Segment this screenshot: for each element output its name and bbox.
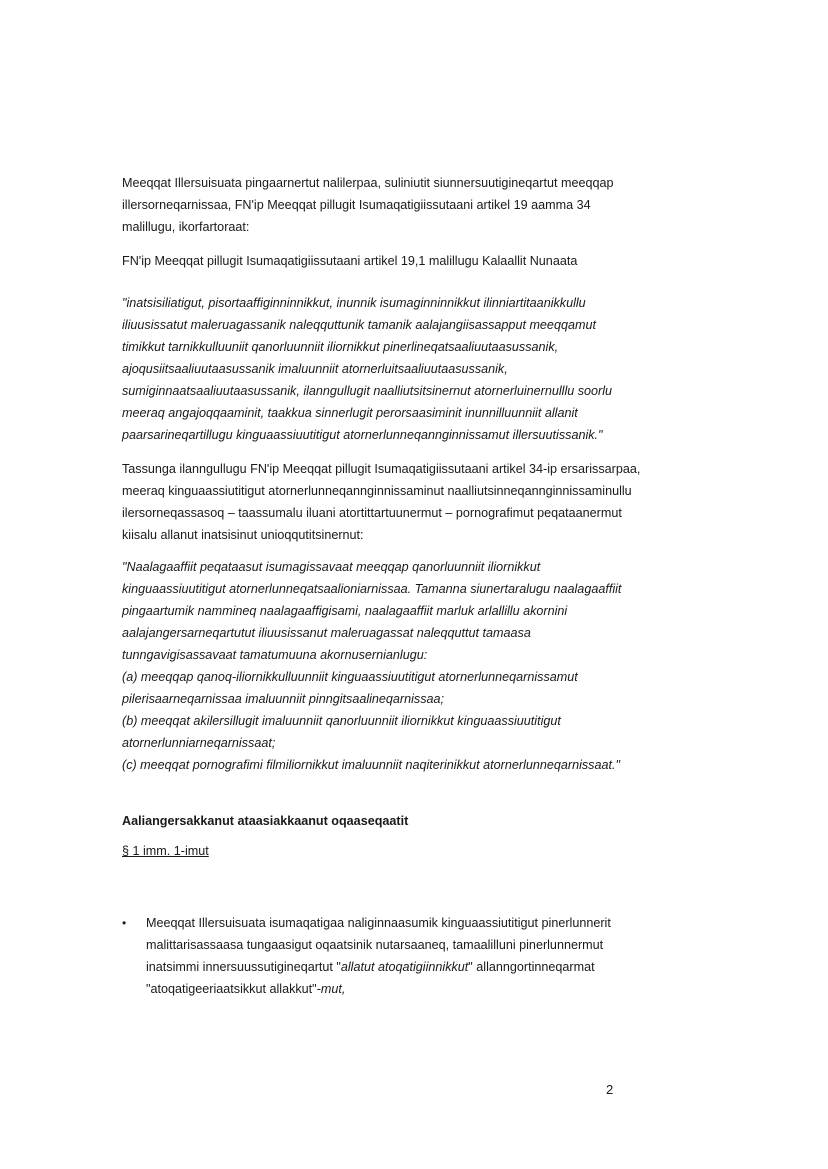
intro-paragraph: Meeqqat Illersuisuata pingaarnertut nalilerpaa, suliniutit siunnersuutigineqartut meeqqap illersorneqarnissaa, FN'ip Meeqqat pillugit Isumaqatigiissutaani artikel 19 aamma 34 malillugu, ikorfartoraat: bbox=[122, 176, 614, 234]
comment-bullet-list bbox=[122, 912, 642, 1000]
bullet-text-plain: Meeqqat Illersuisuata isumaqatigaa naliginnaasumik kinguaassiutitigut pinerlunnerit malittarisassaasa tungaasigut oqaatsinik nutarsaaneq, tamaalilluni pinerlunnermut inatsimmi innersuussutigineqartut " bbox=[146, 916, 611, 974]
list-item bbox=[122, 912, 642, 1000]
bullet-text-plain-2: " allanngortinneqarmat "atoqatigeeriaatsikkut allakkut" bbox=[146, 960, 595, 996]
bullet-text-italic-2: -mut, bbox=[316, 982, 346, 996]
article-reference-paragraph: FN'ip Meeqqat pillugit Isumaqatigiissutaani artikel 19,1 malillugu Kalaallit Nunaata bbox=[122, 254, 578, 268]
bullet-icon: • bbox=[122, 916, 127, 930]
section-heading: Aaliangersakkanut ataasiakkaanut oqaaseqaatit bbox=[122, 814, 409, 828]
quote-article-34-item-a: (a) meeqqap qanoq-iliornikkulluunniit kinguaassiuutitigut atornerlunneqarnissamut pilerisaarneqarnissaa imaluunniit pinngitsaalineqarnissaa; bbox=[122, 670, 578, 706]
quote-article-34-intro: "Naalagaaffiit peqataasut isumagissavaat meeqqap qanorluunniit iliornikkut kinguaassiuutitigut atornerlunneqatsaalioniarnissaa. Tamanna siunertaralugu naalagaaffiit pingaartumik nammineq naalagaaffigisami, naalagaaffiit marluk arlallillu akornini aalajangersarneqartutut iliuusissanut maleruagassat naleqquttut tamaasa tunngavigisassavaat tamatumuuna akornusernianlugu: bbox=[122, 560, 622, 662]
bullet-text-italic-1: allatut atoqatigiinnikkut bbox=[340, 960, 469, 974]
quote-article-34 bbox=[122, 556, 642, 776]
page-number: 2 bbox=[606, 1082, 614, 1097]
article-34-paragraph: Tassunga ilanngullugu FN'ip Meeqqat pillugit Isumaqatigiissutaani artikel 34-ip ersarissarpaa, meeraq kinguaassiutitigut atornerlunneqannginnissaminut naalliutsinneqannginnissaminullu ilersorneqassasoq – taassumalu iluani atortittartuunermut – pornografimut peqataanermut kiisalu allanut inatsisinut unioqqutitsinernut: bbox=[122, 462, 641, 542]
quote-article-34-item-c: (c) meeqqat pornografimi filmiliornikkut imaluunniit naqiterinikkut atornerlunneqarnissaat." bbox=[122, 758, 620, 772]
quote-article-34-item-b: (b) meeqqat akilersillugit imaluunniit qanorluunniit iliornikkut kinguaassiuutitigut atornerlunniarneqarnissaat; bbox=[122, 714, 561, 750]
document-body bbox=[122, 172, 642, 1000]
quote-article-19: "inatsisiliatigut, pisortaaffiginninnikkut, inunnik isumaginninnikkut ilinniartitaanikkullu iliuusissatut maleruagassanik naleqquttunik tamanik aalajangiisassapput meeqqamut timikkut tarnikkulluuniit qanorluunniit iliornikkut pinerlineqatsaaliuutaasussanik, ajoqusiitsaaliuutaasussanik imaluunniit atornerluitsaaliuutaasussanik, sumiginnaatsaaliuutaasussanik, ilanngullugit naalliutsitsinernut atornerluinernulllu soorlu meeraq angajoqqaaminit, taakkua sinnerlugit perorsaasiminit inunnilluunniit allanit paarsarineqartillugu kinguaassiuutitigut atornerlunneqannginnissamut illersuutissanik." bbox=[122, 296, 613, 442]
section-subheading: § 1 imm. 1-imut bbox=[122, 844, 209, 858]
